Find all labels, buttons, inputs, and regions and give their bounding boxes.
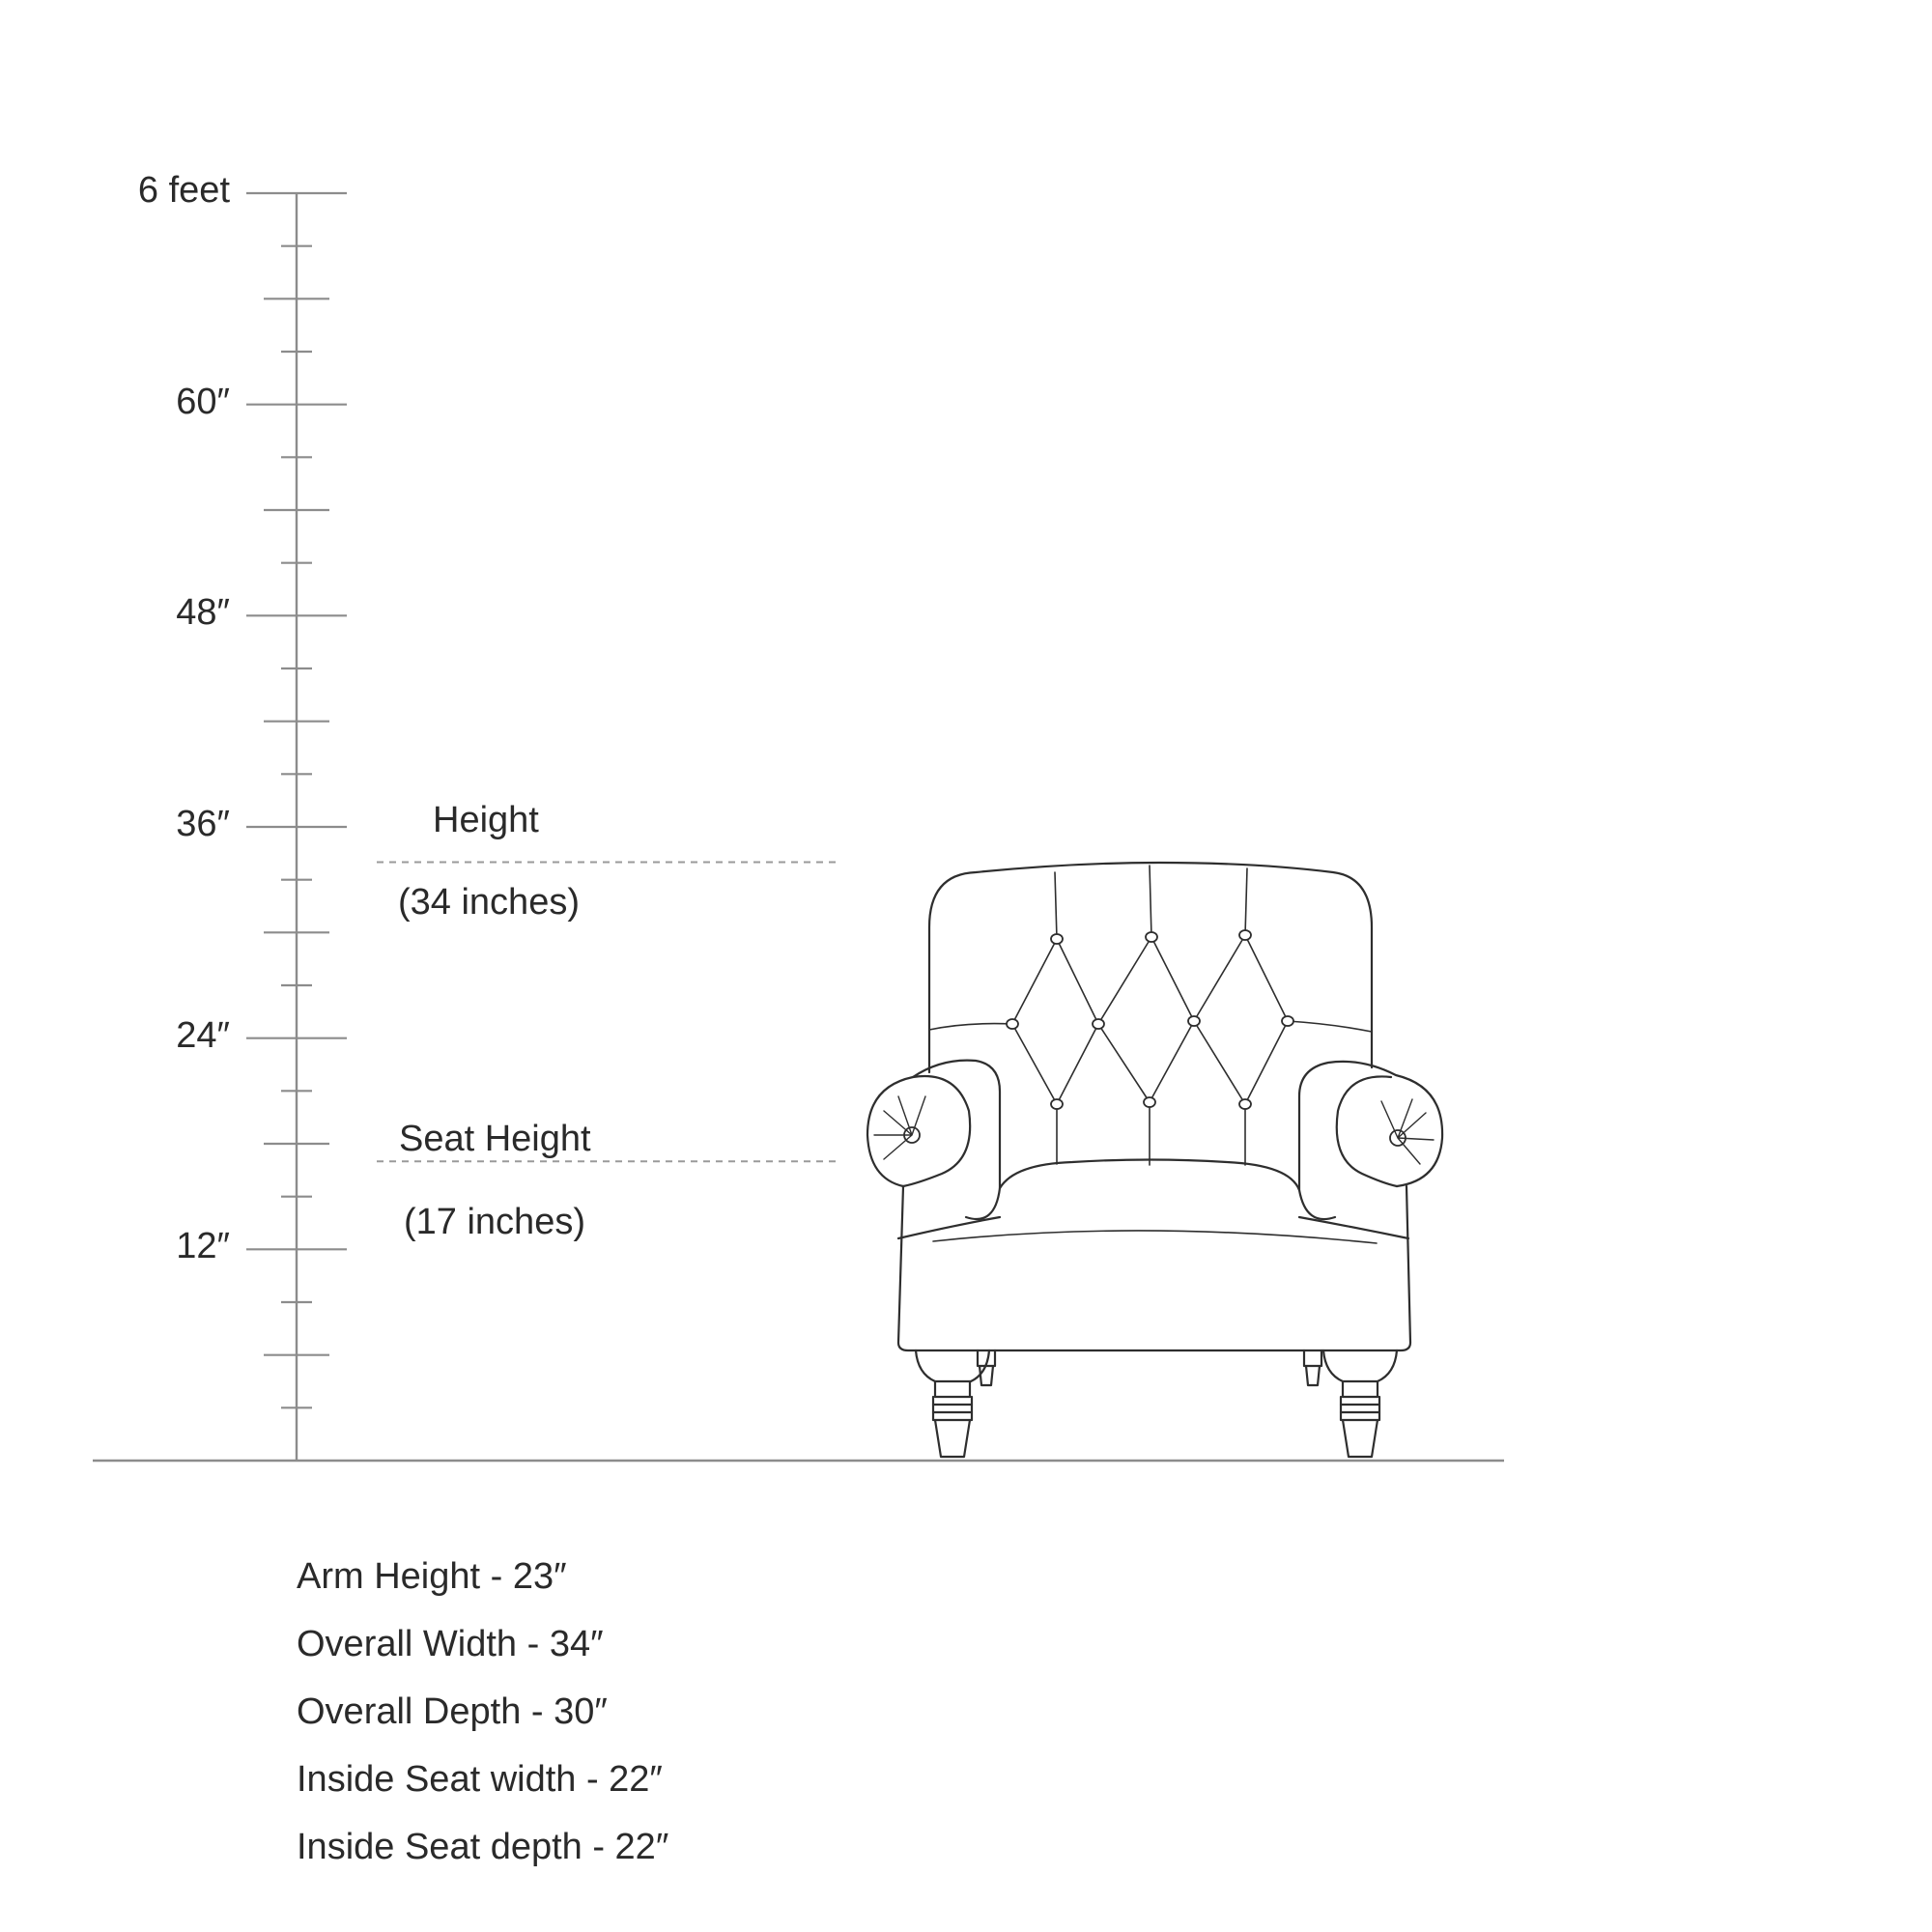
scale-tick-label: 6 feet: [137, 170, 230, 211]
spec-item-inside-seat-depth: Inside Seat depth - 22″: [297, 1827, 669, 1867]
spec-list: [297, 1543, 668, 1881]
chair-right-arm: [1299, 1062, 1442, 1219]
scale-tick-label: 36″: [176, 804, 230, 844]
spec-item-arm-height: Arm Height - 23″: [297, 1556, 567, 1597]
scale-tick-label: 48″: [176, 592, 230, 634]
seat-height-value: (17 inches): [404, 1202, 585, 1242]
armchair-illustration: [867, 863, 1442, 1457]
chair-left-arm: [867, 1061, 1000, 1219]
height-value: (34 inches): [398, 882, 580, 923]
chair-body: [898, 1186, 1410, 1350]
spec-item-overall-depth: Overall Depth - 30″: [297, 1691, 608, 1732]
scale-tick-label: 12″: [176, 1226, 230, 1267]
spec-item-inside-seat-width: Inside Seat width - 22″: [297, 1759, 663, 1800]
seat-height-label: Seat Height: [399, 1119, 591, 1159]
spec-item-overall-width: Overall Width - 34″: [297, 1624, 604, 1664]
height-label: Height: [433, 800, 539, 840]
scale-tick-label: 60″: [176, 381, 230, 422]
chair-front-right-leg: [1323, 1350, 1397, 1457]
scale-tick-label: 24″: [176, 1014, 230, 1056]
